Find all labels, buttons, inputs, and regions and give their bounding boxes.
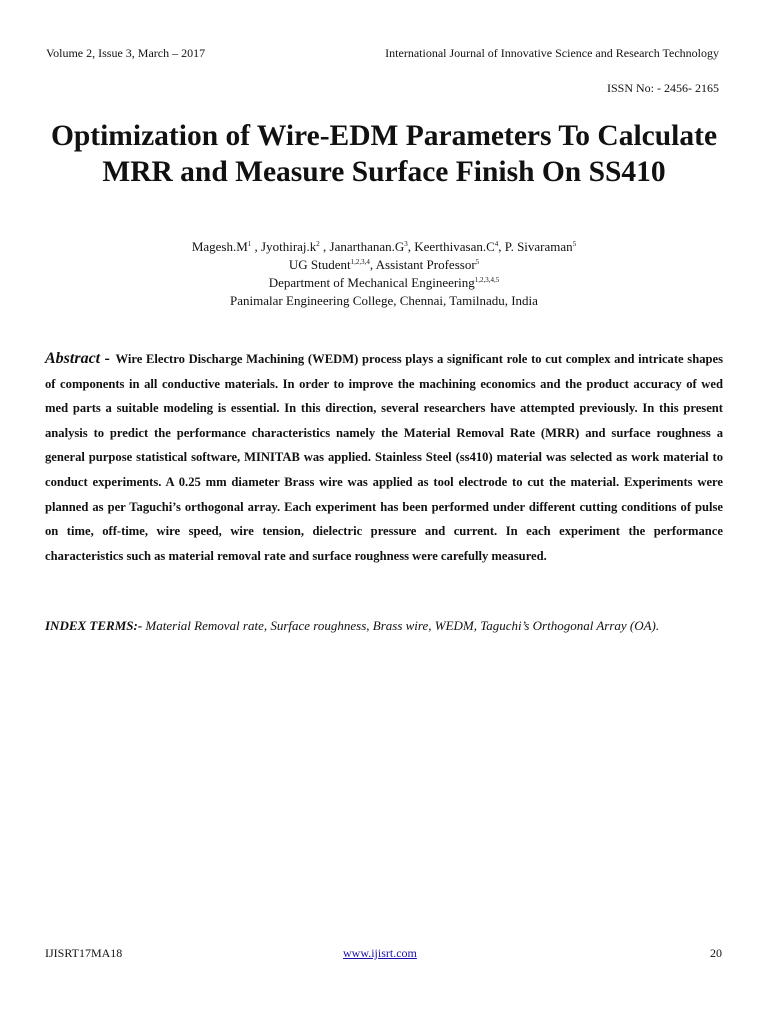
volume-issue-header: Volume 2, Issue 3, March – 2017 [46,46,206,60]
author-name: , P. Sivaraman [498,239,573,254]
college-name: Panimalar Engineering College, Chennai, Tamilnadu, India [230,293,538,308]
department-name: Department of Mechanical Engineering [268,275,475,290]
author-name: , Keerthivasan.C [407,239,495,254]
author-affiliation-mark: 4 [494,240,499,248]
department-affiliation-mark: 1,2,3,4,5 [474,276,500,284]
journal-name-header: International Journal of Innovative Science and Research Technology [385,46,719,60]
issn-number: ISSN No: - 2456- 2165 [606,81,719,95]
department [40,274,728,292]
author-name: Magesh.M [191,239,248,254]
author-roles [40,256,728,274]
role-affiliation-mark: 5 [475,258,480,266]
author-name: , Janarthanan.G [319,239,405,254]
page-number: 20 [710,946,722,960]
abstract-text: Wire Electro Discharge Machining (WEDM) process plays a significant role to cut complex and intricate shapes of components in all conductive materials. In order to improve the machining economics and the product accuracy of wed med parts a suitable modeling is essential. In this direction, several researchers have attempted previously. In this present analysis to predict the performance characteristics namely the Material Removal Rate (MRR) and surface roughness a general purpose statistical software, MINITAB was applied. Stainless Steel (ss410) material was selected as work material to conduct experiments. A 0.25 mm diameter Brass wire was applied as tool electrode to cut the material. Experiments were planned as per Taguchi’s orthogonal array. Each experiment has been performed under different cutting conditions of pulse on time, off-time, wire speed, wire tension, dielectric pressure and current. In each experiment the performance characteristics such as material removal rate and surface roughness were carefully measured. [45,352,724,563]
index-terms [45,617,659,635]
author-affiliation-mark: 5 [572,240,577,248]
role-affiliation-mark: 1,2,3,4 [350,258,370,266]
role-ug-student: UG Student [288,257,351,272]
index-terms-list: Material Removal rate, Surface roughness, Brass wire, WEDM, Taguchi’s Orthogonal Array (OA). [145,618,660,633]
paper-title: Optimization of Wire-EDM Parameters To Calculate MRR and Measure Surface Finish On SS410 [50,120,718,188]
author-affiliation-mark: 1 [247,240,252,248]
author-name: , Jyothiraj.k [251,239,317,254]
article-id-footer: IJISRT17MA18 [45,946,123,960]
role-assistant-professor: , Assistant Professor [369,257,476,272]
abstract-label: Abstract - [45,350,110,367]
author-affiliation-mark: 2 [316,240,320,248]
author-block [40,238,728,310]
index-terms-label: INDEX TERMS:- [45,618,143,633]
abstract-paragraph [45,347,723,568]
author-affiliation-mark: 3 [404,240,408,248]
author-names [40,238,728,256]
journal-website-link[interactable]: www.ijisrt.com [343,946,417,960]
